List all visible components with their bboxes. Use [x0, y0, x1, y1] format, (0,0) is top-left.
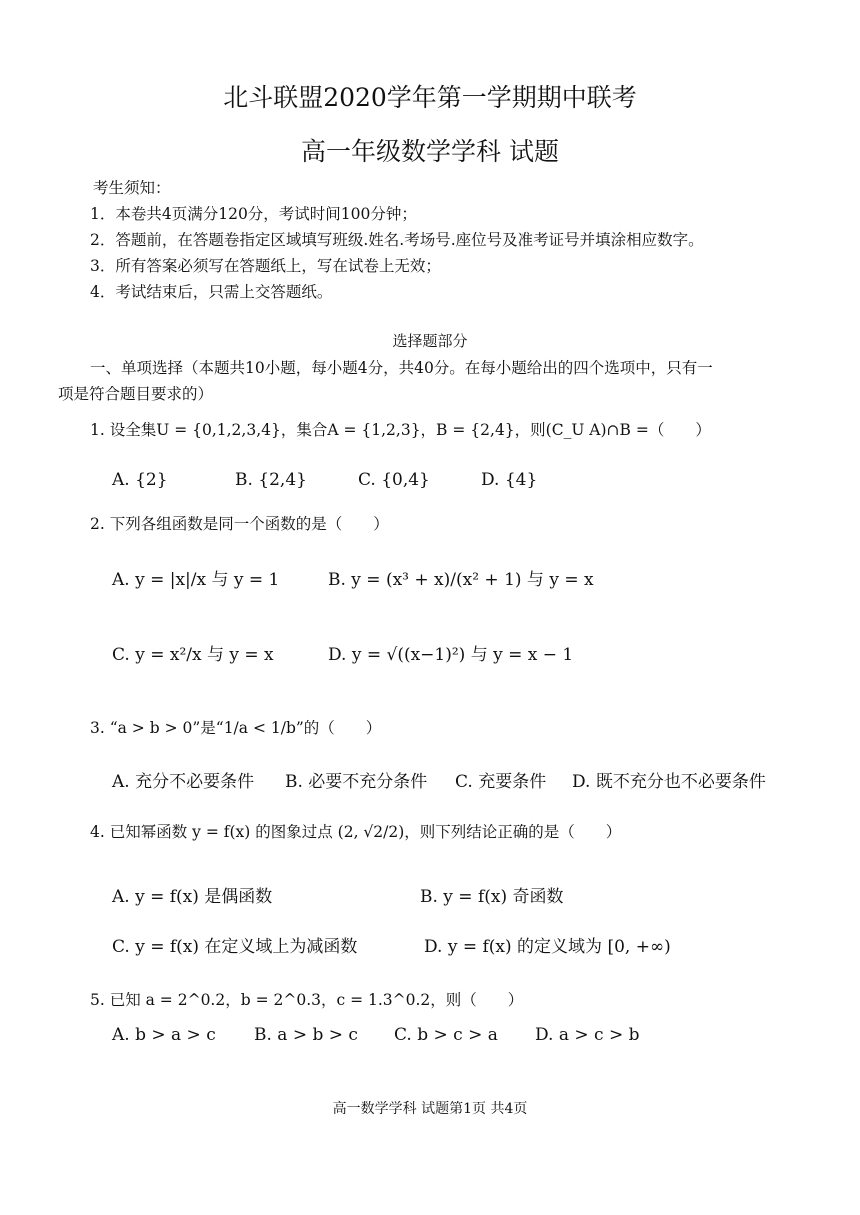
q3-option-c: C. 充要条件	[455, 772, 547, 792]
q4-option-a: A. y = f(x) 是偶函数	[112, 887, 273, 907]
q3-option-a: A. 充分不必要条件	[112, 772, 255, 792]
q4-option-b: B. y = f(x) 奇函数	[420, 887, 564, 907]
section-title: 选择题部分	[392, 332, 468, 350]
q1-option-a: A. {2}	[112, 470, 168, 490]
q2-option-b: B. y = (x³ + x)/(x² + 1) 与 y = x	[328, 570, 594, 590]
question-5-stem: 5. 已知 a = 2^0.2，b = 2^0.3，c = 1.3^0.2，则（ ）	[90, 991, 524, 1009]
section-instructions-line1: 一、单项选择（本题共10小题，每小题4分，共40分。在每小题给出的四个选项中，只有一	[90, 359, 713, 377]
q2-option-d: D. y = √((x−1)²) 与 y = x − 1	[328, 645, 574, 665]
q1-option-b: B. {2,4}	[235, 470, 307, 490]
q3-option-d: D. 既不充分也不必要条件	[572, 772, 766, 792]
q4-option-c: C. y = f(x) 在定义域上为减函数	[112, 937, 358, 957]
q5-option-a: A. b > a > c	[112, 1025, 216, 1045]
page-footer: 高一数学学科 试题第1页 共4页	[332, 1101, 528, 1117]
q5-option-b: B. a > b > c	[254, 1025, 358, 1045]
q1-option-c: C. {0,4}	[358, 470, 430, 490]
notice-item: 1．本卷共4页满分120分，考试时间100分钟；	[90, 205, 417, 223]
q5-option-c: C. b > c > a	[394, 1025, 498, 1045]
question-1-stem: 1. 设全集U = {0,1,2,3,4}，集合A = {1,2,3}，B = {2,4}，则(C_U A)∩B =（ ）	[90, 421, 711, 439]
exam-subtitle: 高一年级数学学科 试题	[301, 137, 559, 166]
exam-title: 北斗联盟2020学年第一学期期中联考	[223, 83, 637, 112]
q5-option-d: D. a > c > b	[535, 1025, 640, 1045]
q2-option-c: C. y = x²/x 与 y = x	[112, 645, 274, 665]
q2-option-a: A. y = |x|/x 与 y = 1	[112, 570, 280, 590]
q4-option-d: D. y = f(x) 的定义域为 [0, +∞)	[424, 937, 671, 957]
section-instructions-line2: 项是符合题目要求的）	[58, 385, 214, 403]
q3-option-b: B. 必要不充分条件	[285, 772, 428, 792]
notice-item: 2．答题前，在答题卷指定区域填写班级.姓名.考场号.座位号及准考证号并填涂相应数字。	[90, 231, 704, 249]
notice-item: 4．考试结束后，只需上交答题纸。	[90, 283, 333, 301]
notice-item: 3．所有答案必须写在答题纸上，写在试卷上无效；	[90, 257, 441, 275]
question-3-stem: 3. “a > b > 0”是“1/a < 1/b”的（ ）	[90, 719, 382, 737]
question-2-stem: 2. 下列各组函数是同一个函数的是（ ）	[90, 515, 389, 533]
notice-heading: 考生须知：	[93, 179, 171, 197]
question-4-stem: 4. 已知幂函数 y = f(x) 的图象过点 (2, √2/2)，则下列结论正确的是（ ）	[90, 823, 622, 841]
q1-option-d: D. {4}	[481, 470, 538, 490]
